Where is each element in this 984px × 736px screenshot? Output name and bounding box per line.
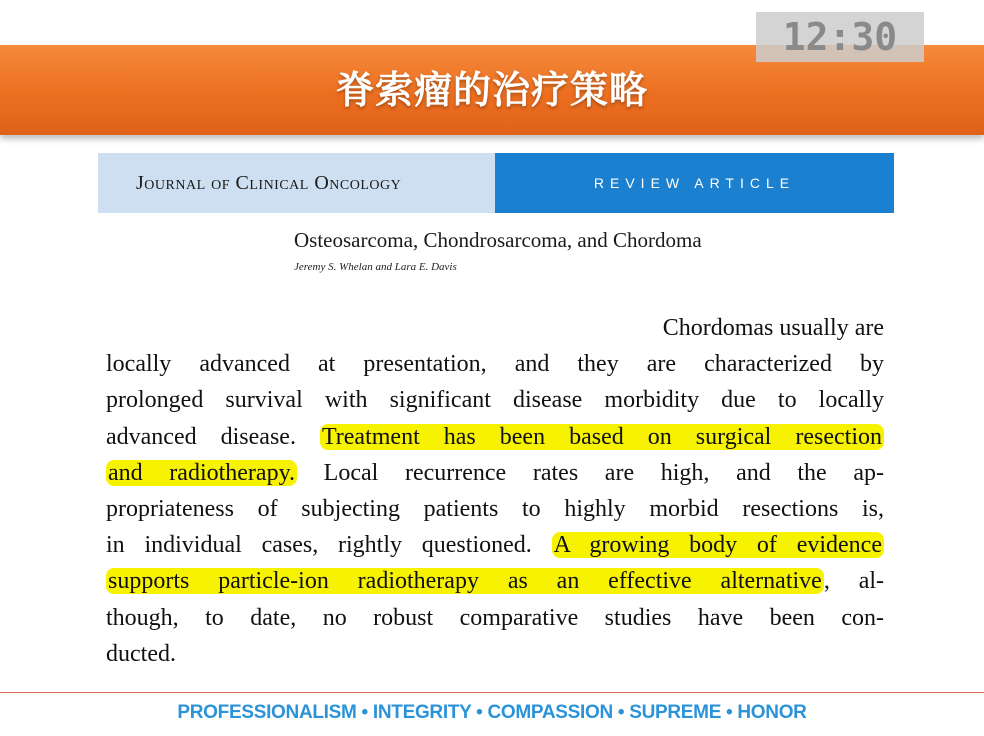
excerpt-line: prolonged survival with significant disease morbidity due to locally (106, 387, 884, 414)
slide-title: 脊索瘤的治疗策略 (335, 68, 648, 112)
excerpt-line: though, to date, no robust comparative studies have been con- (106, 604, 884, 631)
highlighted-text: A growing body of evidence (553, 532, 882, 559)
excerpt-line (106, 527, 884, 563)
excerpt-line: propriateness of subjecting patients to highly morbid resections is, (106, 495, 884, 522)
highlighted-text: Treatment has been based on surgical resection (321, 423, 882, 450)
excerpt-line (106, 419, 884, 455)
excerpt-segment: Local recurrence rates are high, and the ap- (297, 459, 884, 486)
excerpt-line: Chordomas usually are (662, 315, 884, 341)
excerpt-line (106, 455, 884, 491)
excerpt-line: ducted. (106, 640, 176, 667)
paper-authors: Jeremy S. Whelan and Lara E. Davis (294, 261, 457, 273)
footer-divider (0, 692, 984, 693)
excerpt-text (106, 310, 884, 672)
journal-name: Journal of Clinical Oncology (136, 172, 402, 194)
highlighted-text: supports particle-ion radiotherapy as an effective alternative (108, 568, 822, 595)
article-type: REVIEW ARTICLE (593, 175, 796, 191)
highlighted-text: and radiotherapy. (108, 459, 296, 486)
article-type-banner (495, 153, 894, 213)
paper-title: Osteosarcoma, Chondrosarcoma, and Chordoma (294, 228, 702, 252)
excerpt-segment: advanced disease. (106, 423, 320, 450)
excerpt-segment: , al- (823, 568, 885, 595)
excerpt-line (106, 563, 884, 599)
excerpt-line: locally advanced at presentation, and they are characterized by (106, 351, 884, 378)
countdown-timer: 12:30 (756, 12, 924, 62)
excerpt-segment: in individual cases, rightly questioned. (106, 532, 552, 559)
journal-banner (98, 153, 495, 213)
footer-motto: PROFESSIONALISM • INTEGRITY • COMPASSION • SUPREME • HONOR (177, 702, 807, 723)
